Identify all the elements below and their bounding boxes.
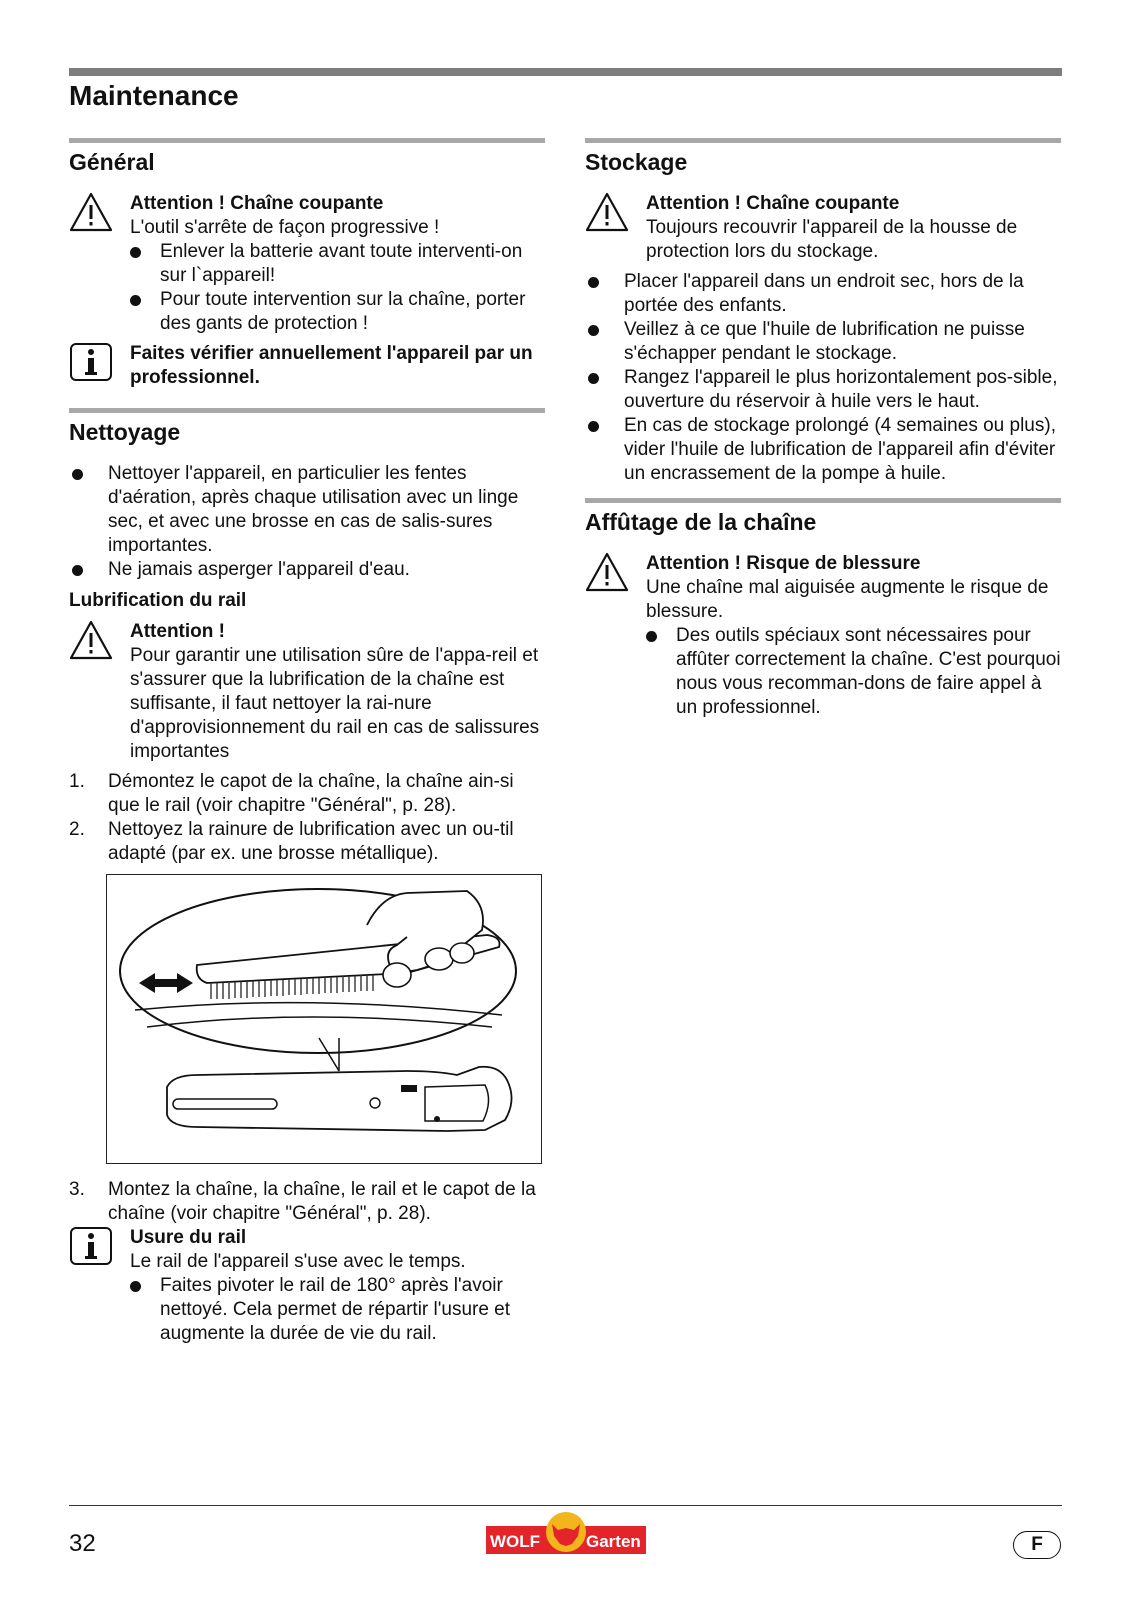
warning-title: Attention ! Risque de blessure — [646, 553, 921, 574]
storage-list — [585, 270, 1061, 486]
right-column — [585, 138, 1061, 726]
warning-text: Toujours recouvrir l'appareil de la housse de protection lors du stockage. — [646, 217, 1018, 262]
warning-text: Pour garantir une utilisation sûre de l'appa-reil et s'assurer que la lubrification de la chaîne est suffisante, il faut nettoyer la rai-nure d'approvisionnement du rail en cas de salissures importantes — [130, 645, 540, 762]
warning-triangle-icon — [69, 620, 113, 660]
warning-note-affutage — [585, 552, 1061, 720]
list-item: Placer l'appareil dans un endroit sec, hors de la portée des enfants. — [585, 270, 1061, 318]
warning-note-stockage — [585, 192, 1061, 264]
info-note-rail-wear — [69, 1226, 545, 1346]
section-divider — [69, 138, 545, 143]
warning-title: Attention ! Chaîne coupante — [646, 193, 900, 214]
list-item: Des outils spéciaux sont nécessaires pour affûter correctement la chaîne. C'est pourquoi nous vous recomman-dons de faire appel à un professionnel. — [646, 624, 1061, 720]
warning-text: L'outil s'arrête de façon progressive ! — [130, 217, 440, 238]
list-item: Rangez l'appareil le plus horizontalement pos-sible, ouverture du réservoir à huile vers le haut. — [585, 366, 1061, 414]
list-item: Ne jamais asperger l'appareil d'eau. — [69, 558, 545, 582]
info-icon — [69, 342, 113, 382]
logo-text-right: Garten — [586, 1532, 641, 1551]
info-text: Faites vérifier annuellement l'appareil par un professionnel. — [130, 343, 533, 388]
page-title: Maintenance — [69, 80, 239, 111]
list-item: En cas de stockage prolongé (4 semaines ou plus), vider l'huile de lubrification de l'appareil afin d'éviter un encrassement de la pompe à huile. — [585, 414, 1061, 486]
section-title-nettoyage: Nettoyage — [69, 419, 181, 445]
warning-note-lubrification — [69, 620, 545, 764]
section-title-affutage: Affûtage de la chaîne — [585, 509, 817, 535]
warning-title: Attention ! — [130, 621, 225, 642]
brush-rail-drawing — [107, 875, 541, 1163]
list-item: Veillez à ce que l'huile de lubrification ne puisse s'échapper pendant le stockage. — [585, 318, 1061, 366]
section-divider — [585, 138, 1061, 143]
info-text: Le rail de l'appareil s'use avec le temps. — [130, 1251, 466, 1272]
steps-list — [69, 770, 545, 866]
warning-note-general — [69, 192, 545, 336]
step-number: 2. — [69, 819, 85, 840]
step-item — [69, 1178, 545, 1226]
step-text: Démontez le capot de la chaîne, la chaîne ain-si que le rail (voir chapitre "Général", p. 28). — [108, 771, 514, 816]
logo-text-left: WOLF — [490, 1532, 541, 1551]
section-title-stockage: Stockage — [585, 149, 688, 175]
cleaning-list — [69, 462, 545, 582]
info-note-general — [69, 342, 545, 390]
page-number: 32 — [69, 1530, 96, 1557]
step-text: Nettoyez la rainure de lubrification avec un ou-til adapté (par ex. une brosse métallique). — [108, 819, 514, 864]
list-item: Enlever la batterie avant toute interventi-on sur l`appareil! — [130, 240, 545, 288]
subsection-title-lubrification: Lubrification du rail — [69, 590, 247, 611]
section-divider — [69, 408, 545, 413]
step-item — [69, 818, 545, 866]
wolf-garten-logo — [486, 1510, 646, 1556]
left-column — [69, 138, 545, 1352]
warning-triangle-icon — [69, 192, 113, 232]
list-item: Nettoyer l'appareil, en particulier les fentes d'aération, après chaque utilisation avec un linge sec, et avec une brosse en cas de salis-sures importantes. — [69, 462, 545, 558]
steps-list-continued — [69, 1178, 545, 1226]
warning-title: Attention ! Chaîne coupante — [130, 193, 384, 214]
footer-divider — [69, 1505, 1062, 1506]
section-title-general: Général — [69, 149, 155, 175]
warning-triangle-icon — [585, 192, 629, 232]
section-divider — [585, 498, 1061, 503]
step-number: 3. — [69, 1179, 85, 1200]
language-badge: F — [1013, 1531, 1061, 1559]
step-number: 1. — [69, 771, 85, 792]
step-item — [69, 770, 545, 818]
header-bar — [69, 68, 1062, 76]
list-item: Pour toute intervention sur la chaîne, porter des gants de protection ! — [130, 288, 545, 336]
list-item: Faites pivoter le rail de 180° après l'avoir nettoyé. Cela permet de répartir l'usure et augmente la durée de vie du rail. — [130, 1274, 545, 1346]
info-title: Usure du rail — [130, 1227, 247, 1248]
warning-text: Une chaîne mal aiguisée augmente le risque de blessure. — [646, 577, 1049, 622]
info-icon — [69, 1226, 113, 1266]
warning-triangle-icon — [585, 552, 629, 592]
step-text: Montez la chaîne, la chaîne, le rail et le capot de la chaîne (voir chapitre "Général", p. 28). — [108, 1179, 536, 1224]
rail-cleaning-illustration — [106, 874, 542, 1164]
